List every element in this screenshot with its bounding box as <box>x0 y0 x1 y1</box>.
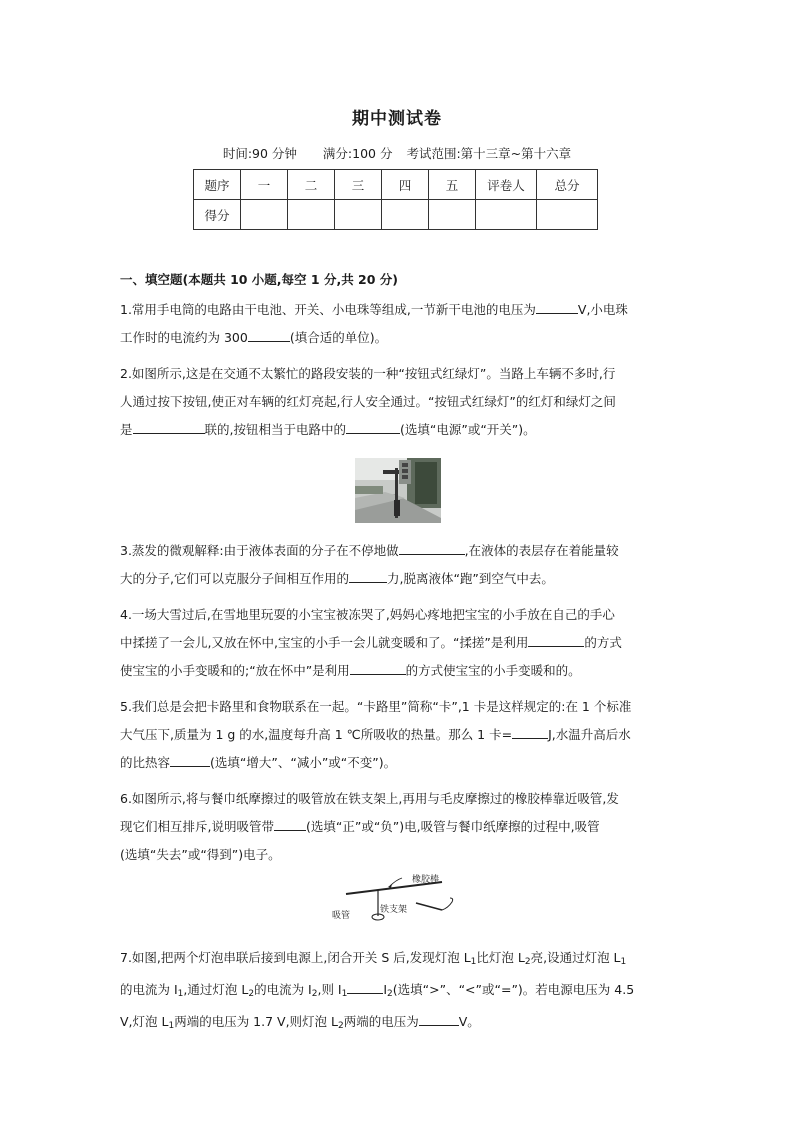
label-rubber-rod: 橡胶棒 <box>412 875 440 885</box>
question-text: 现它们相互排斥,说明吸管带 <box>120 819 274 834</box>
label-straw: 吸管 <box>332 911 351 921</box>
question-text: V,小电珠 <box>577 302 628 317</box>
answer-blank[interactable] <box>347 980 383 994</box>
answer-blank[interactable] <box>248 328 290 342</box>
label-iron-stand: 铁支架 <box>380 905 408 915</box>
question-text: ,通过灯泡 L <box>183 982 249 997</box>
question-text: 亮,设通过灯泡 L <box>530 950 621 965</box>
question-text: (填合适的单位)。 <box>289 330 388 345</box>
question-4 <box>120 601 676 685</box>
answer-blank[interactable] <box>346 420 400 434</box>
question-5 <box>120 693 676 777</box>
score-cell[interactable] <box>476 200 537 230</box>
score-table-header-row <box>194 170 598 200</box>
answer-blank[interactable] <box>133 420 205 434</box>
score-cell[interactable] <box>429 200 476 230</box>
score-table <box>193 169 598 230</box>
subscript: 2 <box>387 989 393 999</box>
section-heading: 一、填空题(本题共 10 小题,每空 1 分,共 20 分) <box>120 272 399 287</box>
answer-blank[interactable] <box>274 817 306 831</box>
score-row-label: 得分 <box>194 200 241 230</box>
question-text: 的电流为 I <box>254 982 312 997</box>
subscript: 2 <box>524 957 531 967</box>
question-text: J,水温升高后水 <box>548 727 631 742</box>
question-6 <box>120 785 676 869</box>
subscript: 2 <box>248 989 255 999</box>
traffic-light-photo <box>355 458 441 523</box>
score-header-cell: 评卷人 <box>476 170 537 200</box>
question-text: 人通过按下按钮,使正对车辆的红灯亮起,行人安全通过。“按钮式红绿灯”的红灯和绿灯之间 <box>120 394 616 409</box>
question-text: V。 <box>458 1014 480 1029</box>
question-text: 的电流为 I <box>120 982 178 997</box>
subscript: 1 <box>168 1021 175 1031</box>
answer-blank[interactable] <box>419 1012 459 1026</box>
subscript: 1 <box>341 989 348 999</box>
subscript: 2 <box>338 1021 344 1031</box>
question-2 <box>120 360 676 444</box>
question-1 <box>120 296 676 352</box>
question-text: 1.常用手电筒的电路由干电池、开关、小电珠等组成,一节新干电池的电压为 <box>120 302 536 317</box>
exam-full-score: 满分:100 分 <box>322 146 393 161</box>
straw-stand-diagram <box>330 872 470 926</box>
question-text: (选填“>”、“<”或“=”)。若电源电压为 4.5 <box>392 982 635 997</box>
answer-blank[interactable] <box>536 300 578 314</box>
subscript: 1 <box>470 957 477 967</box>
question-text: 中揉搓了一会儿,又放在怀中,宝宝的小手一会儿就变暖和了。“揉搓”是利用 <box>120 635 529 650</box>
answer-blank[interactable] <box>512 725 548 739</box>
question-text: 2.如图所示,这是在交通不太繁忙的路段安装的一种“按钮式红绿灯”。当路上车辆不多时,行 <box>120 366 616 381</box>
question-text: 两端的电压为 1.7 V,则灯泡 L <box>174 1014 338 1029</box>
question-text: I <box>383 982 388 997</box>
question-text: (选填“正”或“负”)电,吸管与餐巾纸摩擦的过程中,吸管 <box>305 819 600 834</box>
question-3 <box>120 537 676 593</box>
question-text: 的方式使宝宝的小手变暖和的。 <box>405 663 581 678</box>
answer-blank[interactable] <box>349 569 387 583</box>
question-text: 的比热容 <box>120 755 171 770</box>
score-cell[interactable] <box>288 200 335 230</box>
question-text: V,灯泡 L <box>120 1014 169 1029</box>
score-header-cell: 五 <box>429 170 476 200</box>
question-text: 4.一场大雪过后,在雪地里玩耍的小宝宝被冻哭了,妈妈心疼地把宝宝的小手放在自己的手心 <box>120 607 615 622</box>
question-text: 力,脱离液体“跑”到空气中去。 <box>386 571 554 586</box>
question-text: 5.我们总是会把卡路里和食物联系在一起。“卡路里”简称“卡”,1 卡是这样规定的:在 1 个标准 <box>120 699 632 714</box>
question-text: 工作时的电流约为 300 <box>120 330 248 345</box>
question-text: 是 <box>120 422 133 437</box>
answer-blank[interactable] <box>350 661 406 675</box>
question-text: (选填“电源”或“开关”)。 <box>400 422 536 437</box>
answer-blank[interactable] <box>528 633 584 647</box>
question-text: 使宝宝的小手变暖和的;“放在怀中”是利用 <box>120 663 350 678</box>
exam-scope: 考试范围:第十三章~第十六章 <box>406 146 572 161</box>
score-header-cell: 总分 <box>537 170 598 200</box>
score-cell[interactable] <box>335 200 382 230</box>
question-text: 两端的电压为 <box>343 1014 419 1029</box>
question-text: 6.如图所示,将与餐巾纸摩擦过的吸管放在铁支架上,再用与毛皮摩擦过的橡胶棒靠近吸管,发 <box>120 791 619 806</box>
score-header-cell: 四 <box>382 170 429 200</box>
score-cell[interactable] <box>382 200 429 230</box>
score-header-cell: 三 <box>335 170 382 200</box>
exam-time: 时间:90 分钟 <box>222 146 297 161</box>
question-7 <box>120 944 676 1040</box>
subscript: 1 <box>620 957 627 967</box>
subscript: 1 <box>177 989 184 999</box>
question-text: 3.蒸发的微观解释:由于液体表面的分子在不停地做 <box>120 543 399 558</box>
question-text: 大气压下,质量为 1 g 的水,温度每升高 1 ℃所吸收的热量。那么 1 卡= <box>120 727 513 742</box>
score-cell[interactable] <box>537 200 598 230</box>
score-table-score-row <box>194 200 598 230</box>
subscript: 2 <box>311 989 318 999</box>
question-text: 7.如图,把两个灯泡串联后接到电源上,闭合开关 S 后,发现灯泡 L <box>120 950 471 965</box>
question-text: (选填“增大”、“减小”或“不变”)。 <box>210 755 397 770</box>
score-header-cell: 题序 <box>194 170 241 200</box>
answer-blank[interactable] <box>170 753 210 767</box>
question-text: 的方式 <box>584 635 622 650</box>
question-text: ,在液体的表层存在着能量较 <box>464 543 619 558</box>
question-text: 大的分子,它们可以克服分子间相互作用的 <box>120 571 349 586</box>
question-text: ,则 I <box>317 982 342 997</box>
exam-meta <box>0 144 794 162</box>
score-cell[interactable] <box>241 200 288 230</box>
answer-blank[interactable] <box>399 541 465 555</box>
page-title: 期中测试卷 <box>352 109 442 129</box>
score-header-cell: 二 <box>288 170 335 200</box>
score-header-cell: 一 <box>241 170 288 200</box>
question-text: 联的,按钮相当于电路中的 <box>204 422 346 437</box>
question-text: (选填“失去”或“得到”)电子。 <box>120 847 281 862</box>
question-text: 比灯泡 L <box>476 950 525 965</box>
